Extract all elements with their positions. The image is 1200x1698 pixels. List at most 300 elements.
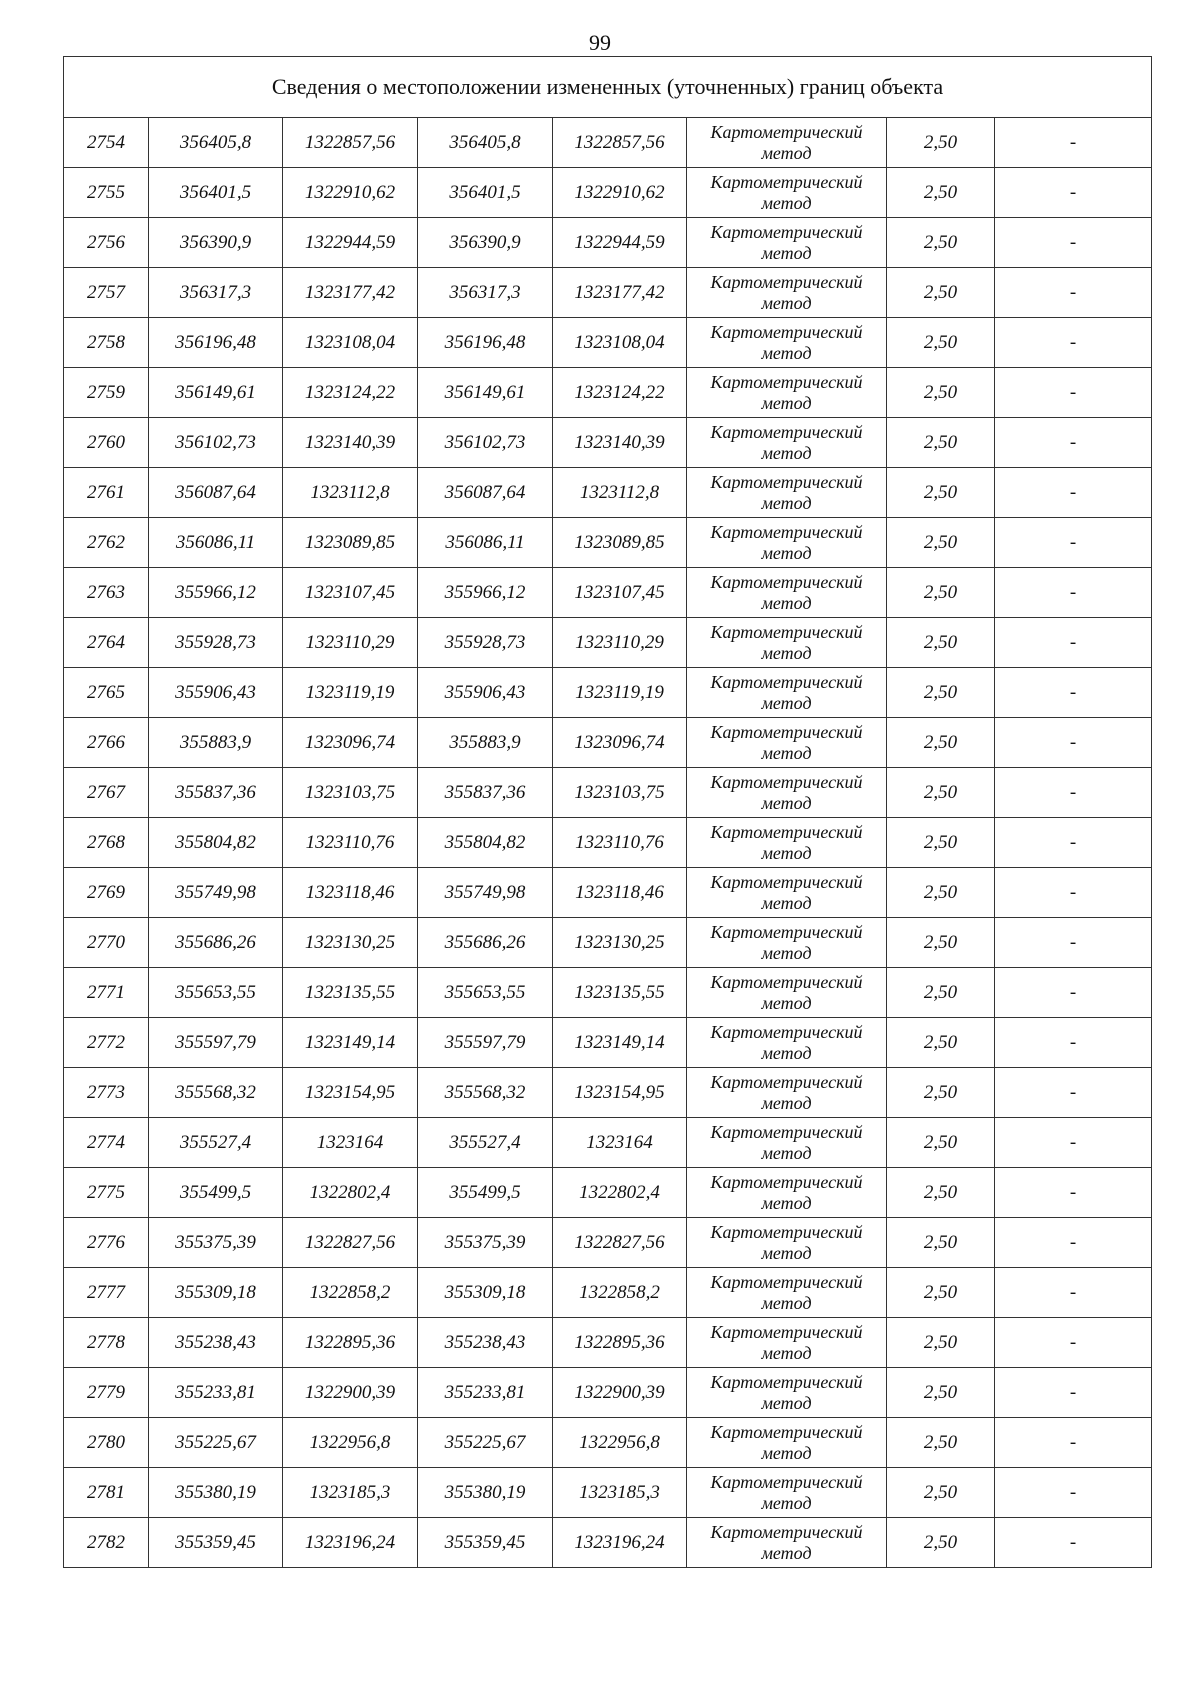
new-x-cell: 356087,64 [418, 468, 553, 518]
method-line-1: Картометрический [710, 1471, 863, 1492]
old-y-cell: 1323124,22 [283, 368, 418, 418]
method-line-1: Картометрический [710, 171, 863, 192]
old-x-cell: 355804,82 [149, 818, 283, 868]
new-x-cell: 356317,3 [418, 268, 553, 318]
point-number-cell: 2757 [64, 268, 149, 318]
method-cell [687, 218, 887, 268]
method-line-1: Картометрический [710, 871, 863, 892]
point-number-cell: 2759 [64, 368, 149, 418]
description-cell: - [995, 568, 1152, 618]
description-cell: - [995, 1218, 1152, 1268]
method-cell [687, 668, 887, 718]
method-line-2: метод [761, 142, 812, 163]
accuracy-cell: 2,50 [887, 568, 995, 618]
method-line-2: метод [761, 742, 812, 763]
description-cell: - [995, 1168, 1152, 1218]
new-y-cell: 1323108,04 [553, 318, 687, 368]
accuracy-cell: 2,50 [887, 668, 995, 718]
old-y-cell: 1323149,14 [283, 1018, 418, 1068]
old-y-cell: 1323130,25 [283, 918, 418, 968]
point-number-cell: 2755 [64, 168, 149, 218]
method-line-1: Картометрический [710, 521, 863, 542]
old-x-cell: 355837,36 [149, 768, 283, 818]
point-number-cell: 2775 [64, 1168, 149, 1218]
point-number-cell: 2761 [64, 468, 149, 518]
table-row [64, 1168, 1152, 1218]
new-y-cell: 1323124,22 [553, 368, 687, 418]
method-line-2: метод [761, 1142, 812, 1163]
new-x-cell: 355225,67 [418, 1418, 553, 1468]
method-line-1: Картометрический [710, 421, 863, 442]
description-cell: - [995, 618, 1152, 668]
old-x-cell: 355906,43 [149, 668, 283, 718]
method-cell [687, 468, 887, 518]
point-number-cell: 2767 [64, 768, 149, 818]
point-number-cell: 2763 [64, 568, 149, 618]
method-line-1: Картометрический [710, 1521, 863, 1542]
method-line-2: метод [761, 942, 812, 963]
old-y-cell: 1322956,8 [283, 1418, 418, 1468]
old-x-cell: 355686,26 [149, 918, 283, 968]
old-x-cell: 355238,43 [149, 1318, 283, 1368]
old-y-cell: 1323112,8 [283, 468, 418, 518]
method-line-1: Картометрический [710, 471, 863, 492]
new-y-cell: 1323140,39 [553, 418, 687, 468]
old-y-cell: 1323118,46 [283, 868, 418, 918]
description-cell: - [995, 268, 1152, 318]
table-row [64, 618, 1152, 668]
method-line-1: Картометрический [710, 571, 863, 592]
method-cell [687, 1268, 887, 1318]
method-line-1: Картометрический [710, 1121, 863, 1142]
accuracy-cell: 2,50 [887, 1218, 995, 1268]
method-line-1: Картометрический [710, 221, 863, 242]
table-row [64, 1418, 1152, 1468]
old-y-cell: 1323110,29 [283, 618, 418, 668]
description-cell: - [995, 1068, 1152, 1118]
accuracy-cell: 2,50 [887, 318, 995, 368]
new-x-cell: 355804,82 [418, 818, 553, 868]
point-number-cell: 2766 [64, 718, 149, 768]
table-row [64, 818, 1152, 868]
method-line-1: Картометрический [710, 921, 863, 942]
method-line-2: метод [761, 192, 812, 213]
new-y-cell: 1323112,8 [553, 468, 687, 518]
old-x-cell: 356087,64 [149, 468, 283, 518]
new-y-cell: 1322900,39 [553, 1368, 687, 1418]
table-row [64, 918, 1152, 968]
new-y-cell: 1322827,56 [553, 1218, 687, 1268]
accuracy-cell: 2,50 [887, 468, 995, 518]
new-x-cell: 355686,26 [418, 918, 553, 968]
point-number-cell: 2778 [64, 1318, 149, 1368]
method-line-1: Картометрический [710, 671, 863, 692]
new-x-cell: 356390,9 [418, 218, 553, 268]
old-x-cell: 356102,73 [149, 418, 283, 468]
point-number-cell: 2777 [64, 1268, 149, 1318]
new-y-cell: 1322858,2 [553, 1268, 687, 1318]
description-cell: - [995, 1418, 1152, 1468]
point-number-cell: 2779 [64, 1368, 149, 1418]
description-cell: - [995, 1368, 1152, 1418]
description-cell: - [995, 1018, 1152, 1068]
old-y-cell: 1322827,56 [283, 1218, 418, 1268]
accuracy-cell: 2,50 [887, 1118, 995, 1168]
new-y-cell: 1323135,55 [553, 968, 687, 1018]
new-y-cell: 1323103,75 [553, 768, 687, 818]
new-x-cell: 355359,45 [418, 1518, 553, 1568]
method-cell [687, 1218, 887, 1268]
new-y-cell: 1323110,29 [553, 618, 687, 668]
method-line-1: Картометрический [710, 1371, 863, 1392]
new-x-cell: 355233,81 [418, 1368, 553, 1418]
accuracy-cell: 2,50 [887, 918, 995, 968]
old-x-cell: 355966,12 [149, 568, 283, 618]
new-y-cell: 1323119,19 [553, 668, 687, 718]
method-cell [687, 1468, 887, 1518]
table-row [64, 568, 1152, 618]
old-y-cell: 1323177,42 [283, 268, 418, 318]
method-line-2: метод [761, 542, 812, 563]
new-x-cell: 355653,55 [418, 968, 553, 1018]
new-x-cell: 356102,73 [418, 418, 553, 468]
new-x-cell: 355837,36 [418, 768, 553, 818]
method-line-2: метод [761, 292, 812, 313]
accuracy-cell: 2,50 [887, 1168, 995, 1218]
table-row [64, 518, 1152, 568]
old-x-cell: 355597,79 [149, 1018, 283, 1068]
old-x-cell: 355375,39 [149, 1218, 283, 1268]
new-y-cell: 1322910,62 [553, 168, 687, 218]
description-cell: - [995, 468, 1152, 518]
table-row [64, 1018, 1152, 1068]
description-cell: - [995, 868, 1152, 918]
table-body [64, 57, 1152, 1568]
old-x-cell: 356390,9 [149, 218, 283, 268]
method-cell [687, 618, 887, 668]
page-number: 99 [589, 30, 611, 55]
description-cell: - [995, 318, 1152, 368]
old-y-cell: 1322895,36 [283, 1318, 418, 1368]
method-cell [687, 968, 887, 1018]
method-line-2: метод [761, 1242, 812, 1263]
new-x-cell: 355568,32 [418, 1068, 553, 1118]
description-cell: - [995, 818, 1152, 868]
new-x-cell: 355928,73 [418, 618, 553, 668]
new-x-cell: 356196,48 [418, 318, 553, 368]
table-row [64, 168, 1152, 218]
point-number-cell: 2758 [64, 318, 149, 368]
description-cell: - [995, 1118, 1152, 1168]
accuracy-cell: 2,50 [887, 418, 995, 468]
method-line-2: метод [761, 242, 812, 263]
old-y-cell: 1323089,85 [283, 518, 418, 568]
point-number-cell: 2782 [64, 1518, 149, 1568]
new-x-cell: 355238,43 [418, 1318, 553, 1368]
new-x-cell: 356401,5 [418, 168, 553, 218]
method-cell [687, 568, 887, 618]
old-x-cell: 355225,67 [149, 1418, 283, 1468]
old-y-cell: 1322858,2 [283, 1268, 418, 1318]
accuracy-cell: 2,50 [887, 1268, 995, 1318]
old-x-cell: 355527,4 [149, 1118, 283, 1168]
table-row [64, 268, 1152, 318]
method-line-1: Картометрический [710, 1021, 863, 1042]
point-number-cell: 2764 [64, 618, 149, 668]
table-row [64, 1218, 1152, 1268]
table-row [64, 318, 1152, 368]
method-line-1: Картометрический [710, 271, 863, 292]
method-cell [687, 1368, 887, 1418]
description-cell: - [995, 1268, 1152, 1318]
old-x-cell: 355359,45 [149, 1518, 283, 1568]
new-x-cell: 355906,43 [418, 668, 553, 718]
method-line-2: метод [761, 1092, 812, 1113]
old-y-cell: 1323108,04 [283, 318, 418, 368]
accuracy-cell: 2,50 [887, 618, 995, 668]
table-row [64, 768, 1152, 818]
old-x-cell: 355653,55 [149, 968, 283, 1018]
point-number-cell: 2776 [64, 1218, 149, 1268]
accuracy-cell: 2,50 [887, 268, 995, 318]
method-cell [687, 818, 887, 868]
accuracy-cell: 2,50 [887, 1468, 995, 1518]
method-cell [687, 1168, 887, 1218]
method-line-1: Картометрический [710, 1221, 863, 1242]
table-row [64, 1518, 1152, 1568]
old-y-cell: 1322802,4 [283, 1168, 418, 1218]
point-number-cell: 2781 [64, 1468, 149, 1518]
new-x-cell: 356149,61 [418, 368, 553, 418]
accuracy-cell: 2,50 [887, 868, 995, 918]
method-line-2: метод [761, 592, 812, 613]
method-line-1: Картометрический [710, 371, 863, 392]
method-cell [687, 918, 887, 968]
new-y-cell: 1323154,95 [553, 1068, 687, 1118]
accuracy-cell: 2,50 [887, 218, 995, 268]
method-line-1: Картометрический [710, 1271, 863, 1292]
table-row [64, 868, 1152, 918]
old-y-cell: 1323103,75 [283, 768, 418, 818]
old-x-cell: 355568,32 [149, 1068, 283, 1118]
new-y-cell: 1323107,45 [553, 568, 687, 618]
point-number-cell: 2772 [64, 1018, 149, 1068]
method-line-1: Картометрический [710, 821, 863, 842]
description-cell: - [995, 168, 1152, 218]
old-x-cell: 355749,98 [149, 868, 283, 918]
table-row [64, 1068, 1152, 1118]
point-number-cell: 2780 [64, 1418, 149, 1468]
old-y-cell: 1323185,3 [283, 1468, 418, 1518]
accuracy-cell: 2,50 [887, 768, 995, 818]
new-x-cell: 356086,11 [418, 518, 553, 568]
old-y-cell: 1322857,56 [283, 118, 418, 168]
table-row [64, 1368, 1152, 1418]
description-cell: - [995, 718, 1152, 768]
accuracy-cell: 2,50 [887, 718, 995, 768]
old-y-cell: 1323110,76 [283, 818, 418, 868]
table-row [64, 718, 1152, 768]
method-cell [687, 268, 887, 318]
method-cell [687, 1118, 887, 1168]
method-line-2: метод [761, 342, 812, 363]
point-number-cell: 2765 [64, 668, 149, 718]
accuracy-cell: 2,50 [887, 1418, 995, 1468]
old-y-cell: 1322910,62 [283, 168, 418, 218]
old-x-cell: 355309,18 [149, 1268, 283, 1318]
new-y-cell: 1322802,4 [553, 1168, 687, 1218]
method-line-1: Картометрический [710, 1071, 863, 1092]
method-line-1: Картометрический [710, 621, 863, 642]
point-number-cell: 2756 [64, 218, 149, 268]
accuracy-cell: 2,50 [887, 118, 995, 168]
new-x-cell: 355380,19 [418, 1468, 553, 1518]
method-cell [687, 1018, 887, 1068]
method-cell [687, 318, 887, 368]
point-number-cell: 2770 [64, 918, 149, 968]
accuracy-cell: 2,50 [887, 368, 995, 418]
description-cell: - [995, 668, 1152, 718]
old-y-cell: 1323196,24 [283, 1518, 418, 1568]
new-y-cell: 1323096,74 [553, 718, 687, 768]
old-y-cell: 1322944,59 [283, 218, 418, 268]
new-x-cell: 355527,4 [418, 1118, 553, 1168]
old-x-cell: 355883,9 [149, 718, 283, 768]
method-line-2: метод [761, 892, 812, 913]
new-x-cell: 355966,12 [418, 568, 553, 618]
method-line-1: Картометрический [710, 321, 863, 342]
description-cell: - [995, 218, 1152, 268]
old-y-cell: 1322900,39 [283, 1368, 418, 1418]
method-line-2: метод [761, 1342, 812, 1363]
method-line-2: метод [761, 642, 812, 663]
coordinates-table [63, 56, 1152, 1568]
description-cell: - [995, 1518, 1152, 1568]
accuracy-cell: 2,50 [887, 818, 995, 868]
accuracy-cell: 2,50 [887, 1318, 995, 1368]
method-line-1: Картометрический [710, 1321, 863, 1342]
table-row [64, 118, 1152, 168]
new-y-cell: 1323149,14 [553, 1018, 687, 1068]
method-line-2: метод [761, 1392, 812, 1413]
point-number-cell: 2771 [64, 968, 149, 1018]
method-line-1: Картометрический [710, 721, 863, 742]
method-cell [687, 368, 887, 418]
method-line-2: метод [761, 1292, 812, 1313]
old-y-cell: 1323096,74 [283, 718, 418, 768]
old-x-cell: 356405,8 [149, 118, 283, 168]
method-cell [687, 868, 887, 918]
method-line-2: метод [761, 492, 812, 513]
table-row [64, 1468, 1152, 1518]
method-line-1: Картометрический [710, 771, 863, 792]
new-x-cell: 355375,39 [418, 1218, 553, 1268]
old-y-cell: 1323164 [283, 1118, 418, 1168]
new-x-cell: 355749,98 [418, 868, 553, 918]
accuracy-cell: 2,50 [887, 1518, 995, 1568]
old-x-cell: 356196,48 [149, 318, 283, 368]
description-cell: - [995, 918, 1152, 968]
description-cell: - [995, 1318, 1152, 1368]
new-y-cell: 1323185,3 [553, 1468, 687, 1518]
table-row [64, 468, 1152, 518]
method-cell [687, 168, 887, 218]
new-y-cell: 1322895,36 [553, 1318, 687, 1368]
old-y-cell: 1323140,39 [283, 418, 418, 468]
accuracy-cell: 2,50 [887, 968, 995, 1018]
old-x-cell: 356086,11 [149, 518, 283, 568]
new-y-cell: 1323196,24 [553, 1518, 687, 1568]
new-x-cell: 355883,9 [418, 718, 553, 768]
point-number-cell: 2773 [64, 1068, 149, 1118]
method-line-2: метод [761, 992, 812, 1013]
point-number-cell: 2760 [64, 418, 149, 468]
method-line-2: метод [761, 1492, 812, 1513]
table-row [64, 418, 1152, 468]
old-x-cell: 355499,5 [149, 1168, 283, 1218]
point-number-cell: 2769 [64, 868, 149, 918]
method-line-1: Картометрический [710, 971, 863, 992]
method-line-2: метод [761, 1042, 812, 1063]
new-y-cell: 1323164 [553, 1118, 687, 1168]
table-title: Сведения о местоположении измененных (уточненных) границ объекта [64, 57, 1152, 118]
method-line-1: Картометрический [710, 1421, 863, 1442]
method-cell [687, 518, 887, 568]
method-cell [687, 1068, 887, 1118]
old-x-cell: 356149,61 [149, 368, 283, 418]
old-x-cell: 356401,5 [149, 168, 283, 218]
description-cell: - [995, 968, 1152, 1018]
point-number-cell: 2774 [64, 1118, 149, 1168]
new-y-cell: 1322944,59 [553, 218, 687, 268]
table-row [64, 668, 1152, 718]
description-cell: - [995, 368, 1152, 418]
old-y-cell: 1323154,95 [283, 1068, 418, 1118]
accuracy-cell: 2,50 [887, 1018, 995, 1068]
description-cell: - [995, 1468, 1152, 1518]
method-cell [687, 1518, 887, 1568]
new-x-cell: 355597,79 [418, 1018, 553, 1068]
method-line-1: Картометрический [710, 121, 863, 142]
description-cell: - [995, 768, 1152, 818]
new-y-cell: 1323177,42 [553, 268, 687, 318]
description-cell: - [995, 118, 1152, 168]
method-line-2: метод [761, 692, 812, 713]
method-line-2: метод [761, 1192, 812, 1213]
old-x-cell: 355380,19 [149, 1468, 283, 1518]
point-number-cell: 2754 [64, 118, 149, 168]
method-line-2: метод [761, 1542, 812, 1563]
point-number-cell: 2762 [64, 518, 149, 568]
new-x-cell: 355309,18 [418, 1268, 553, 1318]
method-cell [687, 118, 887, 168]
table-row [64, 368, 1152, 418]
old-y-cell: 1323119,19 [283, 668, 418, 718]
old-x-cell: 356317,3 [149, 268, 283, 318]
new-y-cell: 1322857,56 [553, 118, 687, 168]
method-line-2: метод [761, 842, 812, 863]
table-row [64, 1268, 1152, 1318]
table-row [64, 1318, 1152, 1368]
method-line-2: метод [761, 392, 812, 413]
method-cell [687, 718, 887, 768]
description-cell: - [995, 418, 1152, 468]
method-cell [687, 418, 887, 468]
method-cell [687, 1318, 887, 1368]
table-row [64, 1118, 1152, 1168]
table-title-row [64, 57, 1152, 118]
method-line-1: Картометрический [710, 1171, 863, 1192]
